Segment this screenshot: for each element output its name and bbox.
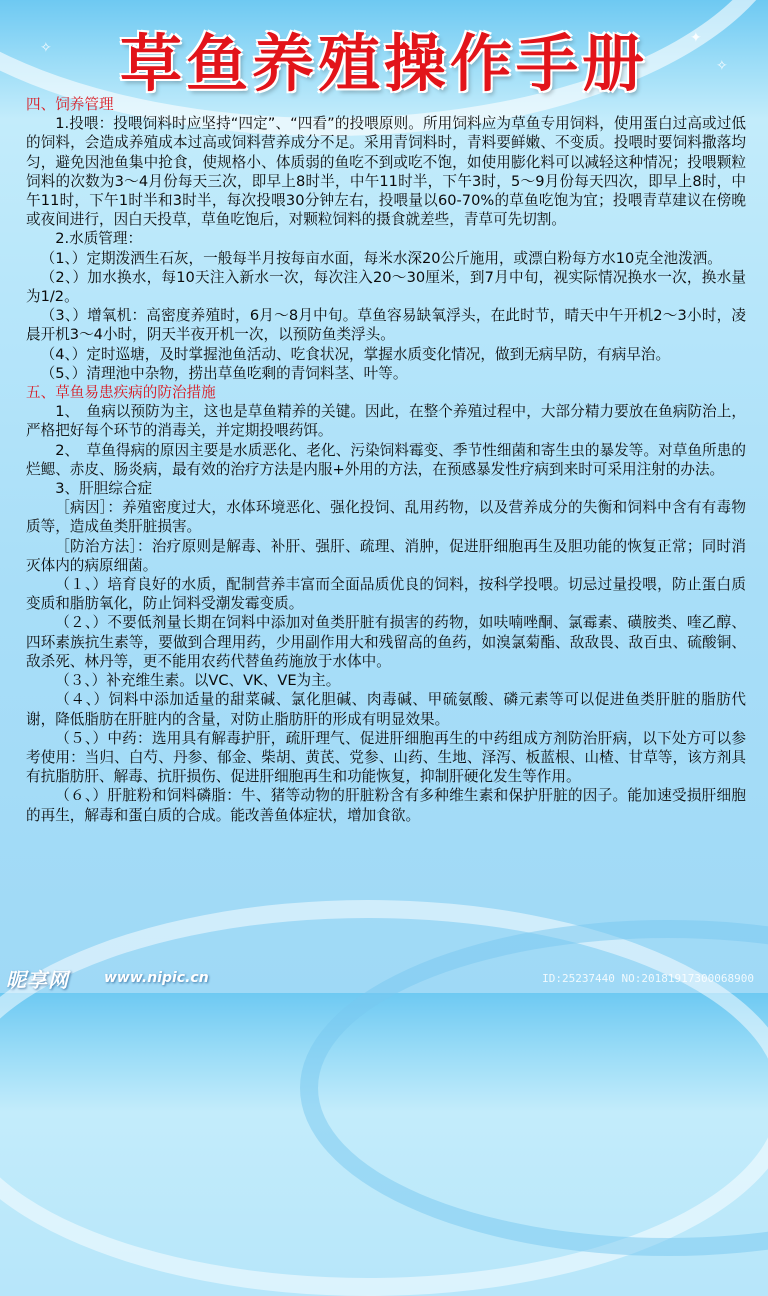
page-title: 草鱼养殖操作手册 bbox=[119, 27, 648, 100]
list-item: （６、）肝脏粉和饲料磷脂：牛、猪等动物的肝脏粉含有多种维生素和保护肝脏的因子。能加速受损肝细胞的再生，解毒和蛋白质的合成。能改善鱼体症状，增加食欲。 bbox=[26, 787, 746, 824]
section-heading: 五、草鱼易患疾病的防治措施 bbox=[26, 384, 216, 402]
paragraph: 2、 草鱼得病的原因主要是水质恶化、老化、污染饲料霉变、季节性细菌和寄生虫的暴发等。对草鱼所患的烂鳃、赤皮、肠炎病，最有效的治疗方法是内服+外用的方法，在预感暴发性疗病到来时可采用注射的办法。 bbox=[26, 441, 746, 478]
list-item: （３、）补充维生素。以VC、VK、VE为主。 bbox=[55, 672, 341, 690]
paragraph: 3、肝胆综合症 bbox=[55, 480, 153, 498]
site-logo: 昵享网 bbox=[6, 968, 69, 992]
list-item: （５、）中药：选用具有解毒护肝，疏肝理气、促进肝细胞再生的中药组成方剂防治肝病，以下处方可以参考使用：当归、白芍、丹参、郁金、柴胡、黄芪、党参、山药、生地、泽泻、板蓝根、山楂、甘草等，该方剂具有抗脂肪肝、解毒、抗肝损伤、促进肝细胞再生和功能恢复，抑制肝硬化发生等作用。 bbox=[26, 729, 746, 786]
list-item: （１、）培育良好的水质，配制营养丰富而全面品质优良的饲料，按科学投喂。切忌过量投喂，防止蛋白质变质和脂肪氧化，防止饲料受潮发霉变质。 bbox=[26, 576, 746, 613]
list-item: （5、）清理池中杂物，捞出草鱼吃剩的青饲料茎、叶等。 bbox=[40, 364, 408, 382]
document-body bbox=[26, 95, 746, 825]
paragraph: ［防治方法］：治疗原则是解毒、补肝、强肝、疏理、消肿，促进肝细胞再生及胆功能的恢复正常；同时消灭体内的病原细菌。 bbox=[26, 537, 746, 574]
list-item: （1、）定期泼洒生石灰，一般每半月按每亩水面，每米水深20公斤施用，或漂白粉每方水10克全池泼洒。 bbox=[40, 249, 722, 267]
paragraph: 1.投喂：投喂饲料时应坚持“四定”、“四看”的投喂原则。所用饲料应为草鱼专用饲料，使用蛋白过高或过低的饲料，会造成养殖成本过高或饲料营养成分不足。采用青饲料时，青料要鲜嫩、不变质。投喂时要饲料撒落均匀，避免因池鱼集中抢食，使规格小、体质弱的鱼吃不到或吃不饱，如使用膨化料可以减轻这种情况；投喂颗粒饲料的次数为3～4月份每天三次，即早上8时半，中午11时半，下午3时，5～9月份每天四次，即早上8时，中午11时，下午1时半和3时半，每次投喂30分钟左右，投喂量以60-70%的草鱼吃饱为宜；投喂青草建议在傍晚或夜间进行，因白天投草，草鱼吃饱后，对颗粒饲料的摄食就差些，青草可先切割。 bbox=[26, 115, 746, 229]
paragraph: 2.水质管理： bbox=[55, 230, 143, 248]
list-item: （２、）不要低剂量长期在饲料中添加对鱼类肝脏有损害的药物，如呋喃唑酮、氯霉素、磺胺类、喹乙醇、四环素族抗生素等，要做到合理用药，少用副作用大和残留高的鱼药，如溴氯菊酯、敌敌畏、敌百虫、硫酸铜、敌杀死、林丹等，更不能用农药代替鱼药施放于水体中。 bbox=[26, 614, 746, 670]
list-item: （４、）饲料中添加适量的甜菜碱、氯化胆碱、肉毒碱、甲硫氨酸、磷元素等可以促进鱼类肝脏的脂肪代谢，降低脂肪在肝脏内的含量，对防止脂肪肝的形成有明显效果。 bbox=[26, 691, 746, 728]
image-id-label: ID:25237440 NO:20181917300068900 bbox=[542, 972, 754, 985]
site-url: www.nipic.cn bbox=[104, 970, 209, 986]
list-item: （2、）加水换水，每10天注入新水一次，每次注入20～30厘米，到7月中旬，视实际情况换水一次，换水量为1/2。 bbox=[26, 268, 746, 306]
list-item: （3、）增氧机：高密度养殖时，6月～8月中旬。草鱼容易缺氧浮头，在此时节，晴天中午开机2～3小时，凌晨开机3～4小时，阴天半夜开机一次，以预防鱼类浮头。 bbox=[26, 307, 746, 344]
paragraph: 1、 鱼病以预防为主，这也是草鱼精养的关键。因此，在整个养殖过程中，大部分精力要放在鱼病防治上，严格把好每个环节的消毒关，并定期投喂药饵。 bbox=[26, 403, 746, 440]
sparkle-icon: ✧ bbox=[40, 40, 52, 56]
sparkle-icon: ✧ bbox=[716, 58, 728, 74]
paragraph: ［病因］：养殖密度过大，水体环境恶化、强化投饲、乱用药物，以及营养成分的失衡和饲料中含有有毒物质等，造成鱼类肝脏损害。 bbox=[26, 499, 746, 536]
footer-watermark bbox=[0, 962, 768, 993]
section-heading: 四、饲养管理 bbox=[26, 96, 114, 113]
list-item: （4、）定时巡塘，及时掌握池鱼活动、吃食状况，掌握水质变化情况，做到无病早防，有病早治。 bbox=[40, 345, 671, 363]
sparkle-icon: ✦ bbox=[690, 30, 702, 46]
